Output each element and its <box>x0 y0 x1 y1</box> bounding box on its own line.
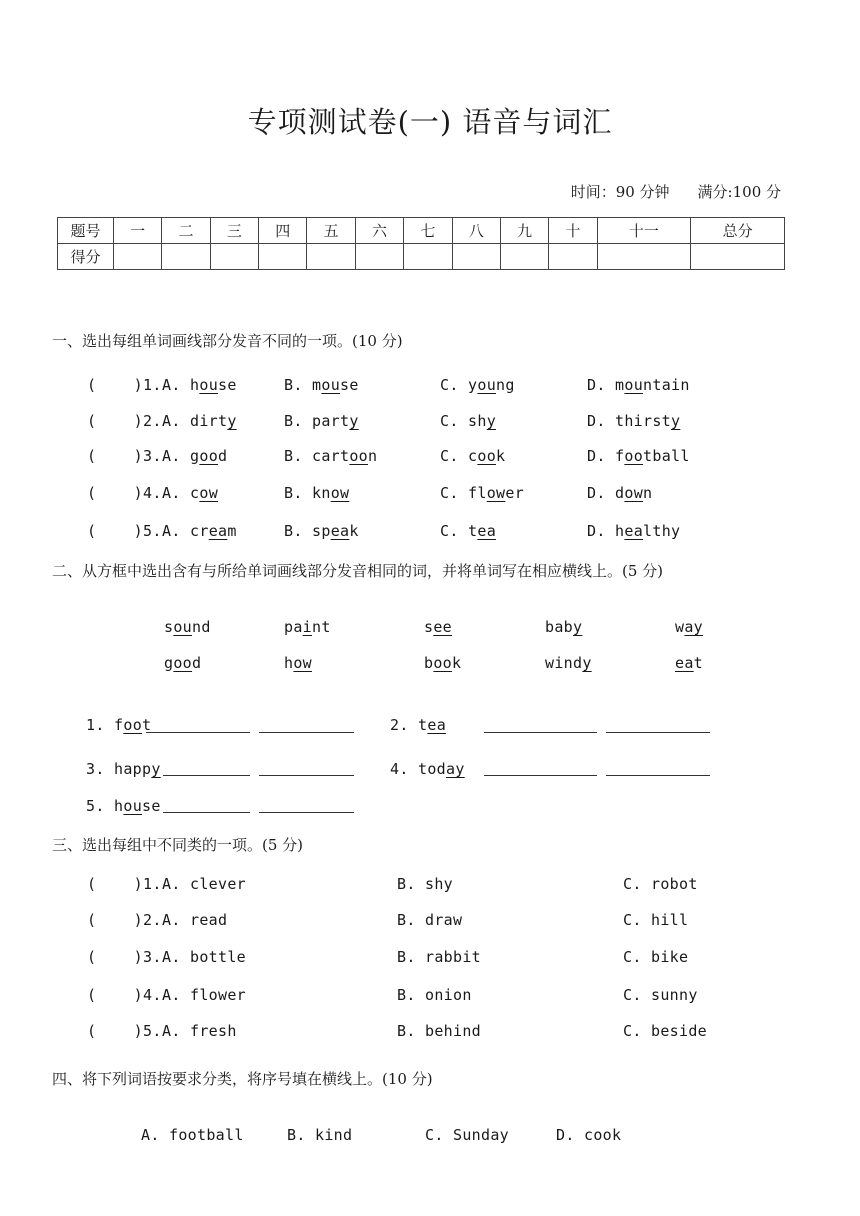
score-input-cell[interactable] <box>452 244 500 270</box>
s1-q4-option-c[interactable]: C. flower <box>440 484 525 502</box>
s1-q1-option-c[interactable]: C. young <box>440 376 515 394</box>
score-header-cell: 九 <box>500 218 548 244</box>
s1-q5-option-a[interactable]: A. cream <box>162 522 237 540</box>
s3-q3-option-c[interactable]: C. bike <box>623 948 689 966</box>
s3-q5-option-c[interactable]: C. beside <box>623 1022 708 1040</box>
score-header-cell: 二 <box>162 218 210 244</box>
s1-q4-option-b[interactable]: B. know <box>284 484 350 502</box>
s1-q2-option-c[interactable]: C. shy <box>440 412 497 430</box>
score-header-cell: 题号 <box>58 218 114 244</box>
box-word: see <box>424 618 453 636</box>
page-title: 专项测试卷(一) 语音与词汇 <box>247 105 613 139</box>
score-input-cell[interactable] <box>210 244 258 270</box>
score-input-cell[interactable] <box>307 244 355 270</box>
s1-q5-option-b[interactable]: B. speak <box>284 522 359 540</box>
score-input-cell[interactable] <box>114 244 162 270</box>
exam-meta <box>571 181 781 202</box>
score-header-cell: 十一 <box>597 218 691 244</box>
score-header-cell: 总分 <box>691 218 785 244</box>
s2-item-1: 1. foot <box>86 716 152 734</box>
score-header-cell: 四 <box>259 218 307 244</box>
score-row-label: 得分 <box>58 244 114 270</box>
answer-blank[interactable] <box>146 718 250 733</box>
s3-q4-number[interactable]: ( )4. <box>87 986 162 1004</box>
answer-blank[interactable] <box>163 761 250 776</box>
s3-q5-option-a[interactable]: A. fresh <box>162 1022 237 1040</box>
score-header-cell: 三 <box>210 218 258 244</box>
section4-heading: 四、将下列词语按要求分类，将序号填在横线上。(10 分) <box>52 1070 433 1088</box>
s1-q3-option-c[interactable]: C. cook <box>440 447 506 465</box>
score-header-cell: 八 <box>452 218 500 244</box>
s1-q2-option-a[interactable]: A. dirty <box>162 412 237 430</box>
s1-q2-option-b[interactable]: B. party <box>284 412 359 430</box>
s1-q3-option-a[interactable]: A. good <box>162 447 228 465</box>
score-header-cell: 一 <box>114 218 162 244</box>
answer-blank[interactable] <box>606 718 710 733</box>
box-word: baby <box>545 618 583 636</box>
s3-q1-option-a[interactable]: A. clever <box>162 875 247 893</box>
s3-q3-option-a[interactable]: A. bottle <box>162 948 247 966</box>
box-word: how <box>284 654 313 672</box>
box-word: book <box>424 654 462 672</box>
s1-q1-option-d[interactable]: D. mountain <box>587 376 690 394</box>
s1-q5-number[interactable]: ( )5. <box>87 522 162 540</box>
score-input-cell[interactable] <box>549 244 597 270</box>
box-word: sound <box>164 618 211 636</box>
score-header-cell: 五 <box>307 218 355 244</box>
answer-blank[interactable] <box>606 761 710 776</box>
s3-q3-option-b[interactable]: B. rabbit <box>397 948 482 966</box>
section1-heading: 一、选出每组单词画线部分发音不同的一项。(10 分) <box>52 332 403 350</box>
s1-q2-number[interactable]: ( )2. <box>87 412 162 430</box>
score-table-score-row <box>58 244 785 270</box>
answer-blank[interactable] <box>259 761 354 776</box>
s4-option-b: B. kind <box>287 1126 353 1144</box>
s3-q4-option-c[interactable]: C. sunny <box>623 986 698 1004</box>
score-header-cell: 七 <box>404 218 452 244</box>
score-input-cell[interactable] <box>597 244 691 270</box>
s1-q1-option-a[interactable]: A. house <box>162 376 237 394</box>
s2-item-5: 5. house <box>86 797 161 815</box>
s1-q5-option-d[interactable]: D. healthy <box>587 522 681 540</box>
score-input-cell[interactable] <box>404 244 452 270</box>
box-word: paint <box>284 618 331 636</box>
box-word: good <box>164 654 202 672</box>
s1-q3-option-d[interactable]: D. football <box>587 447 690 465</box>
s2-item-4: 4. today <box>390 760 465 778</box>
section3-heading: 三、选出每组中不同类的一项。(5 分) <box>52 836 304 854</box>
s2-item-3: 3. happy <box>86 760 161 778</box>
box-word: way <box>675 618 704 636</box>
s3-q5-number[interactable]: ( )5. <box>87 1022 162 1040</box>
score-header-cell: 六 <box>355 218 403 244</box>
s3-q2-option-b[interactable]: B. draw <box>397 911 463 929</box>
s3-q4-option-b[interactable]: B. onion <box>397 986 472 1004</box>
s3-q2-option-a[interactable]: A. read <box>162 911 228 929</box>
s1-q4-option-d[interactable]: D. down <box>587 484 653 502</box>
s4-option-c: C. Sunday <box>425 1126 510 1144</box>
score-input-cell[interactable] <box>355 244 403 270</box>
s3-q1-option-c[interactable]: C. robot <box>623 875 698 893</box>
box-word: eat <box>675 654 704 672</box>
s3-q4-option-a[interactable]: A. flower <box>162 986 247 1004</box>
box-word: windy <box>545 654 592 672</box>
s2-item-2: 2. tea <box>390 716 447 734</box>
answer-blank[interactable] <box>484 761 597 776</box>
s1-q3-number[interactable]: ( )3. <box>87 447 162 465</box>
score-input-cell[interactable] <box>500 244 548 270</box>
s1-q3-option-b[interactable]: B. cartoon <box>284 447 378 465</box>
s1-q1-number[interactable]: ( )1. <box>87 376 162 394</box>
s3-q1-option-b[interactable]: B. shy <box>397 875 454 893</box>
s1-q1-option-b[interactable]: B. mouse <box>284 376 359 394</box>
s1-q4-option-a[interactable]: A. cow <box>162 484 219 502</box>
s4-option-d: D. cook <box>556 1126 622 1144</box>
score-table <box>57 217 785 270</box>
s1-q4-number[interactable]: ( )4. <box>87 484 162 502</box>
score-input-cell[interactable] <box>162 244 210 270</box>
answer-blank[interactable] <box>484 718 597 733</box>
s3-q1-number[interactable]: ( )1. <box>87 875 162 893</box>
s3-q5-option-b[interactable]: B. behind <box>397 1022 482 1040</box>
score-table-header-row <box>58 218 785 244</box>
s3-q2-number[interactable]: ( )2. <box>87 911 162 929</box>
s3-q3-number[interactable]: ( )3. <box>87 948 162 966</box>
time-label: 时间：90 分钟 <box>570 183 670 201</box>
s1-q5-option-c[interactable]: C. tea <box>440 522 497 540</box>
s4-option-a: A. football <box>141 1126 244 1144</box>
answer-blank[interactable] <box>259 798 354 813</box>
answer-blank[interactable] <box>163 798 250 813</box>
s3-q2-option-c[interactable]: C. hill <box>623 911 689 929</box>
score-input-cell[interactable] <box>259 244 307 270</box>
section2-heading: 二、从方框中选出含有与所给单词画线部分发音相同的词，并将单词写在相应横线上。(5 分) <box>52 562 664 580</box>
score-header-cell: 十 <box>549 218 597 244</box>
score-input-cell[interactable] <box>691 244 785 270</box>
full-score-label: 满分:100 分 <box>697 183 781 201</box>
s1-q2-option-d[interactable]: D. thirsty <box>587 412 681 430</box>
answer-blank[interactable] <box>259 718 354 733</box>
